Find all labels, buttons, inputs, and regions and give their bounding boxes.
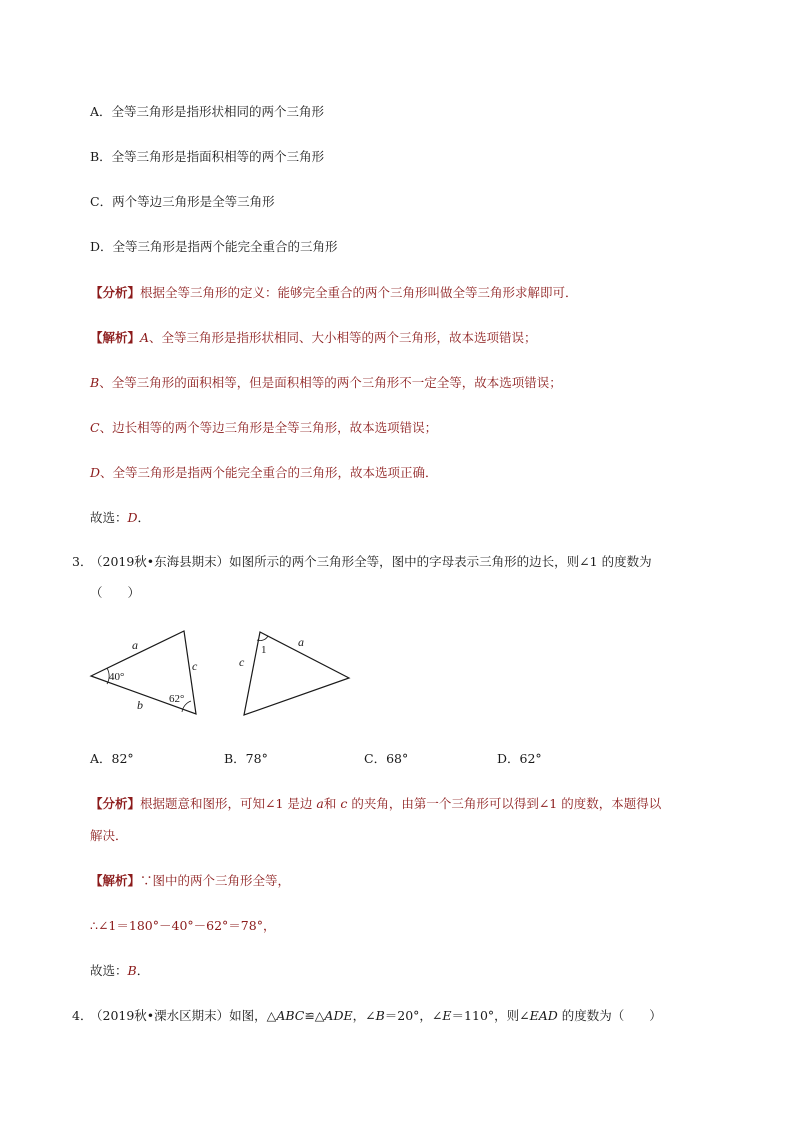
answer-suffix: ． <box>137 510 151 525</box>
analysis-text-2: 和 <box>323 796 341 811</box>
q2-solution-a <box>90 329 537 347</box>
angle-e: E <box>442 1008 452 1023</box>
analysis-text: 根据全等三角形的定义：能够完全重合的两个三角形叫做全等三角形求解即可． <box>140 285 578 300</box>
q3-answer <box>90 962 149 980</box>
t2-side-c: c <box>239 655 245 669</box>
answer-prefix: 故选： <box>90 963 128 978</box>
solution-text: 、全等三角形的面积相等，但是面积相等的两个三角形不一定全等，故本选项错误； <box>99 375 562 390</box>
q3-option-a: A．82° <box>90 751 134 766</box>
stem-part: ，∠ <box>352 1008 376 1023</box>
triangle-abc: ABC <box>276 1008 305 1023</box>
q2-solution-c <box>90 419 437 437</box>
answer-suffix: ． <box>136 963 150 978</box>
option-letter: A <box>140 330 150 345</box>
q3-blank: （ ） <box>90 585 141 600</box>
option-letter: C <box>90 420 100 435</box>
solution-tag: 【解析】 <box>90 873 141 888</box>
q2-option-d: D．全等三角形是指两个能完全重合的三角形 <box>90 239 338 254</box>
stem-part: ＝20°，∠ <box>384 1008 443 1023</box>
q3-number: 3． <box>72 554 93 569</box>
solution-text: ∵图中的两个三角形全等， <box>140 873 291 888</box>
stem-part: ＝110°，则∠ <box>451 1008 530 1023</box>
t1-side-a: a <box>132 638 138 652</box>
analysis-tag: 【分析】 <box>90 285 141 300</box>
stem-part: 的度数为（ ） <box>557 1008 662 1023</box>
option-letter: B <box>90 375 100 390</box>
triangle-one <box>91 631 198 714</box>
q2-option-c: C．两个等边三角形是全等三角形 <box>90 194 275 209</box>
answer-letter: B <box>127 963 137 978</box>
solution-text: 、边长相等的两个等边三角形是全等三角形，故本选项错误； <box>99 420 438 435</box>
analysis-text-1: 根据题意和图形，可知∠1 是边 <box>140 796 317 811</box>
analysis-var-a: a <box>316 796 324 811</box>
q3-option-d: D．62° <box>497 751 542 766</box>
solution-tag: 【解析】 <box>90 330 141 345</box>
answer-letter: D <box>127 510 138 525</box>
q3-stem: （2019秋•东海县期末）如图所示的两个三角形全等，图中的字母表示三角形的边长，则∠1 的度数为 <box>90 554 652 569</box>
q4-number: 4． <box>72 1008 93 1023</box>
q3-triangles-figure <box>88 626 358 721</box>
analysis-var-c: c <box>340 796 348 811</box>
angle-ead: EAD <box>529 1008 558 1023</box>
t1-angle-62: 62° <box>169 693 185 705</box>
q3-solution <box>90 872 290 890</box>
q2-solution-b <box>90 374 562 392</box>
q3-option-c: C．68° <box>364 751 409 766</box>
t2-side-a: a <box>298 635 304 649</box>
t1-side-c: c <box>192 659 198 673</box>
q2-option-a: A．全等三角形是指形状相同的两个三角形 <box>90 104 325 119</box>
q2-solution-d <box>90 464 438 482</box>
triangle-two <box>239 632 349 715</box>
q2-option-b: B．全等三角形是指面积相等的两个三角形 <box>90 149 325 164</box>
q2-analysis <box>90 284 578 302</box>
q3-analysis-line2: 解决． <box>90 828 128 843</box>
solution-text: 、全等三角形是指形状相同、大小相等的两个三角形，故本选项错误； <box>149 330 537 345</box>
stem-part: （2019秋•溧水区期末）如图，△ <box>90 1008 277 1023</box>
solution-text: 、全等三角形是指两个能完全重合的三角形，故本选项正确． <box>100 465 438 480</box>
q3-option-b: B．78° <box>224 751 268 766</box>
t2-angle-1: 1 <box>261 644 267 656</box>
t1-angle-40: 40° <box>109 671 125 683</box>
angle-b: B <box>375 1008 385 1023</box>
option-letter: D <box>90 465 101 480</box>
q3-analysis <box>90 795 661 813</box>
analysis-text-3: 的夹角，由第一个三角形可以得到∠1 的度数，本题得以 <box>347 796 662 811</box>
q3-calculation: ∴∠1＝180°－40°－62°＝78°， <box>90 918 276 933</box>
t1-side-b: b <box>137 698 143 712</box>
triangle-ade: ADE <box>324 1008 353 1023</box>
congruent-symbol: ≌△ <box>304 1008 325 1023</box>
analysis-tag: 【分析】 <box>90 796 141 811</box>
answer-prefix: 故选： <box>90 510 128 525</box>
q2-answer <box>90 509 150 527</box>
q4-stem <box>90 1007 662 1025</box>
